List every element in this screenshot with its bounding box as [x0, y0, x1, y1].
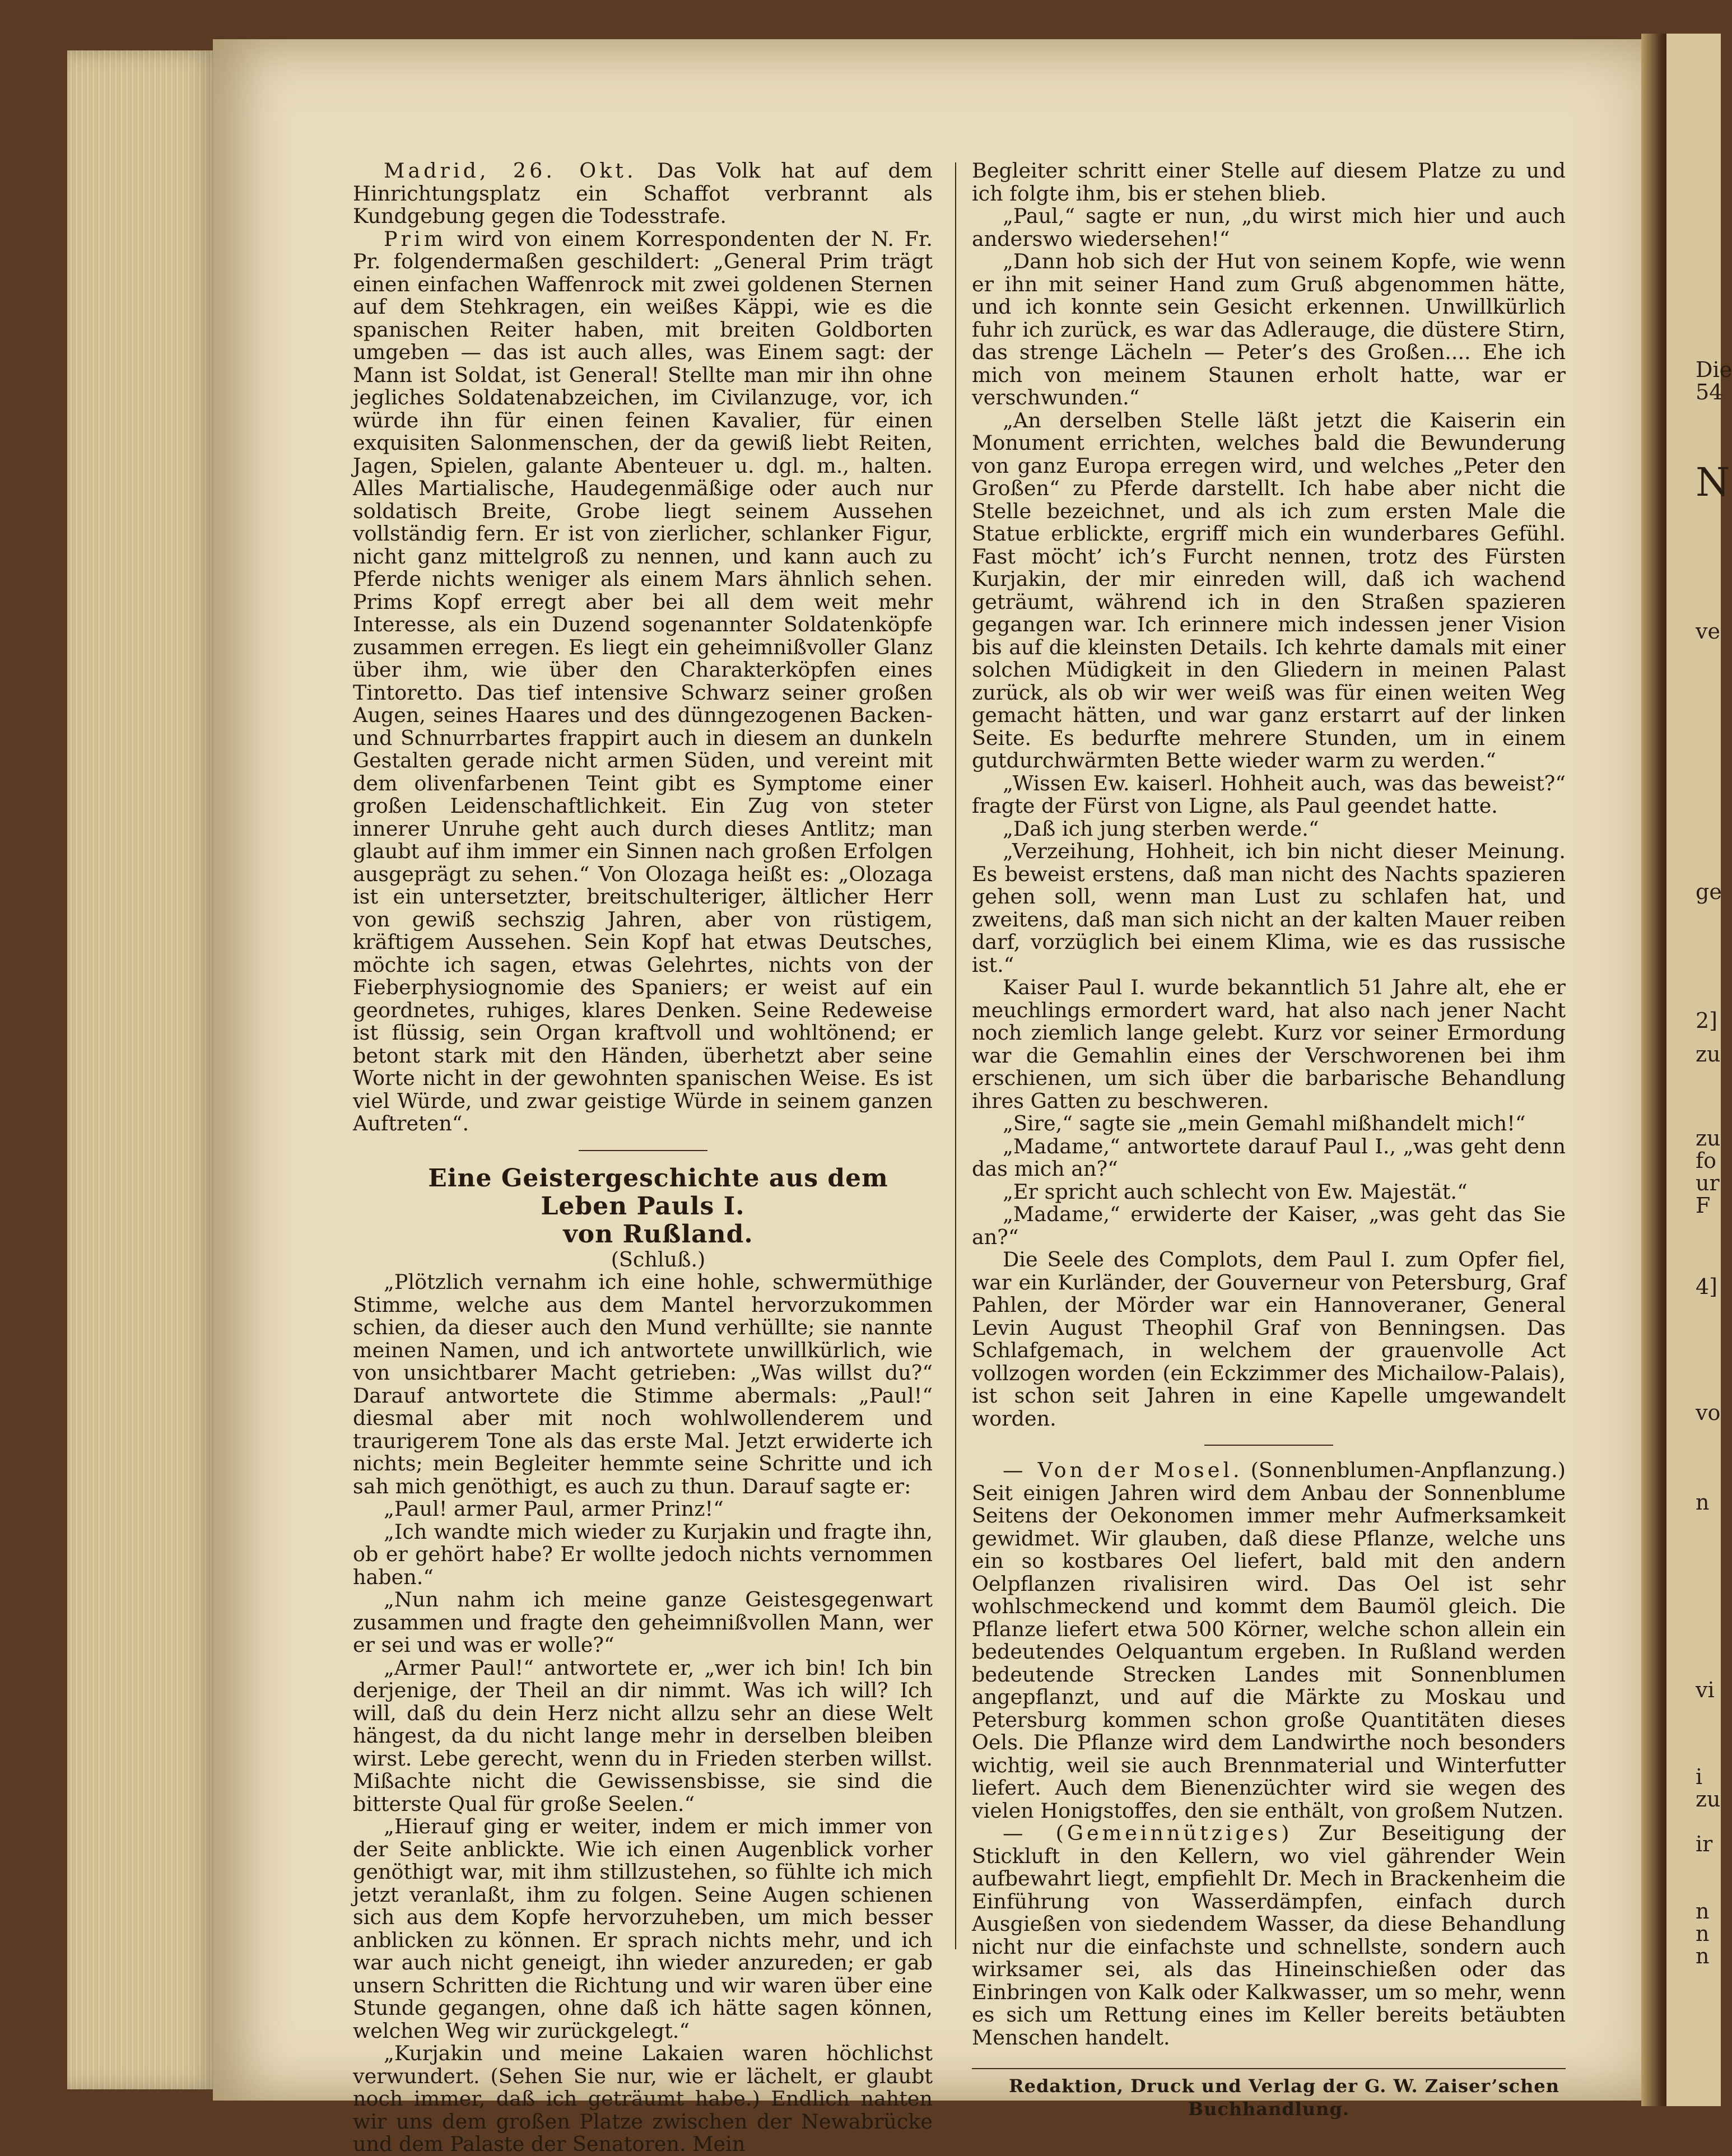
fragment: ve	[1696, 619, 1720, 644]
fragment: n	[1696, 1944, 1710, 1968]
story-paragraph: „Paul! armer Paul, armer Prinz!“	[384, 1497, 724, 1521]
fragment: n	[1696, 1921, 1710, 1946]
news-lead: — Von der Mosel.	[1003, 1458, 1243, 1482]
story-paragraph: „Sire,“ sagte sie „mein Gemahl mißhandelt mich!“	[1003, 1111, 1526, 1135]
fragment: n	[1696, 1490, 1710, 1515]
adjacent-page-strip	[1666, 34, 1732, 2106]
right-column	[972, 160, 1566, 2120]
story-paragraph: Kaiser Paul I. wurde bekanntlich 51 Jahre alt, ehe er meuchlings ermordert ward, hat also nach jener Nacht noch ziemlich lange gelebt. Kurz vor seiner Ermordung war die Gemahlin eines der Verschworenen bei ihm erschienen, um sich über die barbarische Behandlung ihres Gatten zu beschweren.	[972, 975, 1566, 1113]
column-divider	[955, 162, 956, 1949]
story-paragraph: „Madame,“ antwortete darauf Paul I., „was geht denn das mich an?“	[972, 1134, 1566, 1181]
article-heading-line2: von Rußland.	[563, 1219, 753, 1249]
fragment: n	[1696, 1899, 1710, 1924]
gemeinnuetziges-paragraph	[972, 1822, 1566, 2049]
fragment: i	[1696, 1764, 1703, 1789]
story-paragraph: „Plötzlich vernahm ich eine hohle, schwermüthige Stimme, welche aus dem Mantel hervorzukommen schien, da dieser auch den Mund verhüllte; sie nannte meinen Namen, und ich antwortete unwillkürlich, wie von unsichtbarer Macht getrieben: „Was willst du?“ Darauf antwortete die Stimme abermals: „Paul!“ diesmal aber mit noch wohlwollenderem und traurigerem Tone als das erste Mal. Jetzt erwiderte ich nichts; mein Begleiter hemmte seine Schritte und ich sah mich genöthigt, es auch zu thun. Darauf sagte er:	[353, 1270, 933, 1498]
footer-rule	[972, 2068, 1566, 2069]
fragment: F	[1696, 1193, 1711, 1218]
story-paragraph: Die Seele des Complots, dem Paul I. zum Opfer fiel, war ein Kurländer, der Gouverneur von Petersburg, Graf Pahlen, der Mörder war ein Hannoveraner, General Levin August Theophil Graf von Benningsen. Das Schlafgemach, in welchem der grauenvolle Act vollzogen worden (ein Eckzimmer des Michailow-Palais), ist schon seit Jahren in eine Kapelle umgewandelt worden.	[972, 1247, 1566, 1431]
mosel-paragraph	[972, 1459, 1566, 1822]
story-paragraph: „Dann hob sich der Hut von seinem Kopfe, wie wenn er ihn mit seiner Hand zum Gruß abgenommen hätte, und ich konnte sein Gesicht erkennen. Unwillkürlich fuhr ich zurück, es war das Adlerauge, die düstere Stirn, das strenge Lächeln — Peter’s des Großen.... Ehe ich mich von meinem Staunen erholt hatte, war er verschwunden.“	[972, 249, 1566, 409]
fragment: vi	[1696, 1678, 1715, 1702]
fragment: ge	[1696, 879, 1722, 904]
fragment: 54	[1696, 380, 1723, 404]
paragraph-text: (Sonnenblumen-Anpflanzung.) Seit einigen Jahren wird dem Anbau der Sonnenblume Seitens der Oekonomen immer mehr Aufmerksamkeit gewidmet. Wir glauben, daß diese Pflanze, welche uns ein so kostbares Oel liefert, bald mit den andern Oelpflanzen rivalisiren wird. Das Oel ist sehr wohlschmeckend und kommt dem Baumöl gleich. Die Pflanze liefert etwa 500 Körner, welche schon allein ein bedeutendes Oelquantum ergeben. In Rußland werden bedeutende Strecken Landes mit Sonnenblumen angepflanzt, und auf die Märkte zu Moskau und Petersburg kommen schon große Quantitäten dieses Oels. Die Pflanze wird dem Landwirthe noch besonders wichtig, weil sie auch Brennmaterial und Winterfutter liefert. Auch dem Bienenzüchter wird sie wegen des vielen Honigstoffes, den sie enthält, von großem Nutzen.	[972, 1458, 1566, 1823]
paragraph-text: wird von einem Korrespondenten der N. Fr. Pr. folgendermaßen geschildert: „General Prim trägt einen einfachen Waffenrock mit zwei goldenen Sternen auf dem Stehkragen, ein weißes Käppi, wie es die spanischen Reiter haben, mit breiten Goldborten umgeben — das ist auch alles, was Einem sagt: der Mann ist Soldat, ist General! Stellte man mir ihn ohne jegliches Soldatenabzeichen, im Civilanzuge, vor, ich würde ihn für einen feinen Kavalier, für einen exquisiten Salonmenschen, der da gewiß liebt Reiten, Jagen, Spielen, galante Abenteuer u. dgl. m., halten. Alles Martialische, Haudegenmäßige oder auch nur soldatisch Breite, Grobe liegt seinem Aussehen vollständig fern. Er ist von zierlicher, schlanker Figur, nicht ganz mittelgroß zu nennen, und kann auch zu Pferde nichts weniger als einem Mars ähnlich sehen. Prims Kopf erregt aber bei all dem weit mehr Interesse, als ein Duzend sogenannter Soldatenköpfe zusammen erregen. Es liegt ein geheimnißvoller Glanz über ihm, wie über den Charakterköpfen eines Tintoretto. Das tief intensive Schwarz seiner großen Augen, seines Haares und des dünngezogenen Backen- und Schnurrbartes frappirt auch in diesem an dunkeln Gestalten gerade nicht armen Süden, und vereint mit dem olivenfarbenen Teint gibt es Symptome einer großen Leidenschaftlichkeit. Ein Zug von steter innerer Unruhe geht auch durch dieses Antlitz; man glaubt auf ihm immer ein Sinnen nach großen Erfolgen ausgeprägt zu sehen.“ Von Olozaga heißt es: „Olozaga ist ein untersetzter, breitschulteriger, ältlicher Herr von gewiß sechszig Jahren, aber von rüstigem, kräftigem Aussehen. Sein Kopf hat etwas Deutsches, möchte ich sagen, etwas Gelehrtes, nichts von der Fieberphysiognomie des Spaniers; er weist auf ein geordnetes, ruhiges, klares Denken. Seine Redeweise ist flüssig, sein Organ kraftvoll und wohltönend; er betont stark mit den Händen, überhetzt aber seine Worte nicht in der gewohnten spanischen Weise. Es ist viel Würde, und zwar geistige Würde in seinem ganzen Auftreten“.	[353, 226, 933, 1135]
story-paragraph: „Nun nahm ich meine ganze Geistesgegenwart zusammen und fragte den geheimnißvollen Mann, wer er sei und was er wolle?“	[353, 1587, 933, 1657]
madrid-paragraph	[353, 160, 933, 228]
fragment: N	[1696, 459, 1730, 505]
paragraph-text: Zur Beseitigung der Stickluft in den Kellern, wo viel gährender Wein aufbewahrt liegt, empfiehlt Dr. Mech in Brackenheim die Einführung von Wasserdämpfen, einfach durch Ausgießen von siedendem Wasser, da diese Behandlung nicht nur die einfachste und schnellste, sondern auch wirksamer sei, als das Hineinschießen oder das Einbringen von Kalk oder Kalkwasser, um so mehr, wenn es sich um Rettung eines im Keller bereits betäubten Menschen handelt.	[972, 1821, 1566, 2050]
story-paragraph: „Ich wandte mich wieder zu Kurjakin und fragte ihn, ob er gehört habe? Er wollte jedoch nichts vernommen haben.“	[353, 1519, 933, 1589]
fragment: zu	[1696, 1126, 1721, 1151]
story-paragraph: „Hierauf ging er weiter, indem er mich immer von der Seite anblickte. Wie ich einen Augenblick vorher genöthigt war, mit ihm stillzustehen, so fühlte ich mich jetzt veranlaßt, ihm zu folgen. Seine Augen schienen sich aus dem Kopfe hervorzuheben, um mich besser anblicken zu können. Er sprach nichts mehr, und ich war auch nicht geneigt, ihn wieder anzureden; er gab unsern Schritten die Richtung und wir waren über eine Stunde gegangen, ohne daß ich hätte sagen können, welchen Weg wir zurückgelegt.“	[353, 1814, 933, 2043]
fragment: zu	[1696, 1042, 1721, 1067]
story-paragraph: Begleiter schritt einer Stelle auf diesem Platze zu und ich folgte ihm, bis er stehen blieb.	[972, 159, 1566, 206]
story-paragraph: „Daß ich jung sterben werde.“	[1003, 816, 1319, 841]
fragment: Die	[1696, 357, 1732, 382]
book-page-edges	[67, 50, 218, 2089]
section-rule	[1204, 1445, 1333, 1446]
story-paragraph: „Madame,“ erwiderte der Kaiser, „was geht das Sie an?“	[972, 1202, 1566, 1249]
fragment: zu	[1696, 1787, 1721, 1812]
fragment: fo	[1696, 1148, 1716, 1173]
story-paragraph: „Er spricht auch schlecht von Ew. Majestät.“	[1003, 1179, 1468, 1204]
news-lead: — (Gemeinnütziges)	[1003, 1821, 1293, 1845]
fragment: 4]	[1696, 1274, 1718, 1299]
fragment: 2]	[1696, 1008, 1718, 1033]
dateline: Madrid, 26. Okt.	[384, 159, 637, 183]
story-paragraph: „Wissen Ew. kaiserl. Hohheit auch, was das beweist?“ fragte der Fürst von Ligne, als Paul geendet hatte.	[972, 771, 1566, 818]
story-paragraph: „An derselben Stelle läßt jetzt die Kaiserin ein Monument errichten, welches bald die Bewunderung von ganz Europa erregen wird, und welches „Peter den Großen“ zu Pferde darstellt. Ich habe aber nicht die Stelle bezeichnet, und als ich zum ersten Male die Statue erblickte, ergriff mich ein wunderbares Gefühl. Fast möcht’ ich’s Furcht nennen, trotz des Fürsten Kurjakin, der mir einreden will, daß ich wachend geträumt, während ich in den Straßen spazieren gegangen war. Ich erinnere mich indessen jener Vision bis auf die kleinsten Details. Ich kehrte damals mit einer solchen Müdigkeit in den Gliedern in meinen Palast zurück, als ob wir wer weiß was für einen weiten Weg gemacht hätten, und war ganz erstarrt auf der linken Seite. Es bedurfte mehrere Stunden, um in einem gutdurchwärmten Bette wieder warm zu werden.“	[972, 408, 1566, 772]
imprint-footer: Redaktion, Druck und Verlag der G. W. Zaiser’schen Buchhandlung.	[1009, 2075, 1559, 2120]
person-name: Prim	[384, 226, 447, 251]
story-paragraph: „Verzeihung, Hohheit, ich bin nicht dieser Meinung. Es beweist erstens, daß man nicht des Nachts spazieren gehen soll, wenn man Lust zu schlafen hat, und zweitens, daß man sich nicht an der kalten Mauer reiben darf, vorzüglich bei einem Klima, wie es das russische ist.“	[972, 839, 1566, 977]
article-subheading: (Schluß.)	[611, 1247, 706, 1272]
story-paragraph: „Armer Paul!“ antwortete er, „wer ich bin! Ich bin derjenige, der Theil an dir nimmt. Was ich will? Ich will, daß du dein Herz nicht allzu sehr an diese Welt hängest, da du nicht lange mehr in derselben bleiben wirst. Lebe gerecht, wenn du in Frieden sterben willst. Mißachte nicht die Gewissensbisse, sie sind die bitterste Qual für große Seelen.“	[353, 1655, 933, 1816]
paragraph-text: Das Volk hat auf dem Hinrichtungsplatz ein Schaffot verbrannt als Kundgebung gegen die Todesstrafe.	[353, 159, 933, 228]
fragment: ir	[1696, 1832, 1713, 1856]
fragment: ur	[1696, 1171, 1720, 1195]
prim-paragraph	[353, 228, 933, 1135]
fragment: vo	[1696, 1400, 1721, 1425]
story-paragraph: „Kurjakin und meine Lakaien waren höchlichst verwundert. (Sehen Sie nur, wie er lächelt, er glaubt noch immer, daß ich geträumt habe.) Endlich nahten wir uns dem großen Platze zwischen der Newabrücke und dem Palaste der Senatoren. Mein	[353, 2041, 933, 2156]
section-rule	[579, 1150, 707, 1151]
article-heading: Eine Geistergeschichte aus dem Leben Pauls I.	[428, 1163, 888, 1221]
story-paragraph: „Paul,“ sagte er nun, „du wirst mich hier und auch anderswo wiedersehen!“	[972, 204, 1566, 251]
left-column	[353, 160, 933, 2156]
